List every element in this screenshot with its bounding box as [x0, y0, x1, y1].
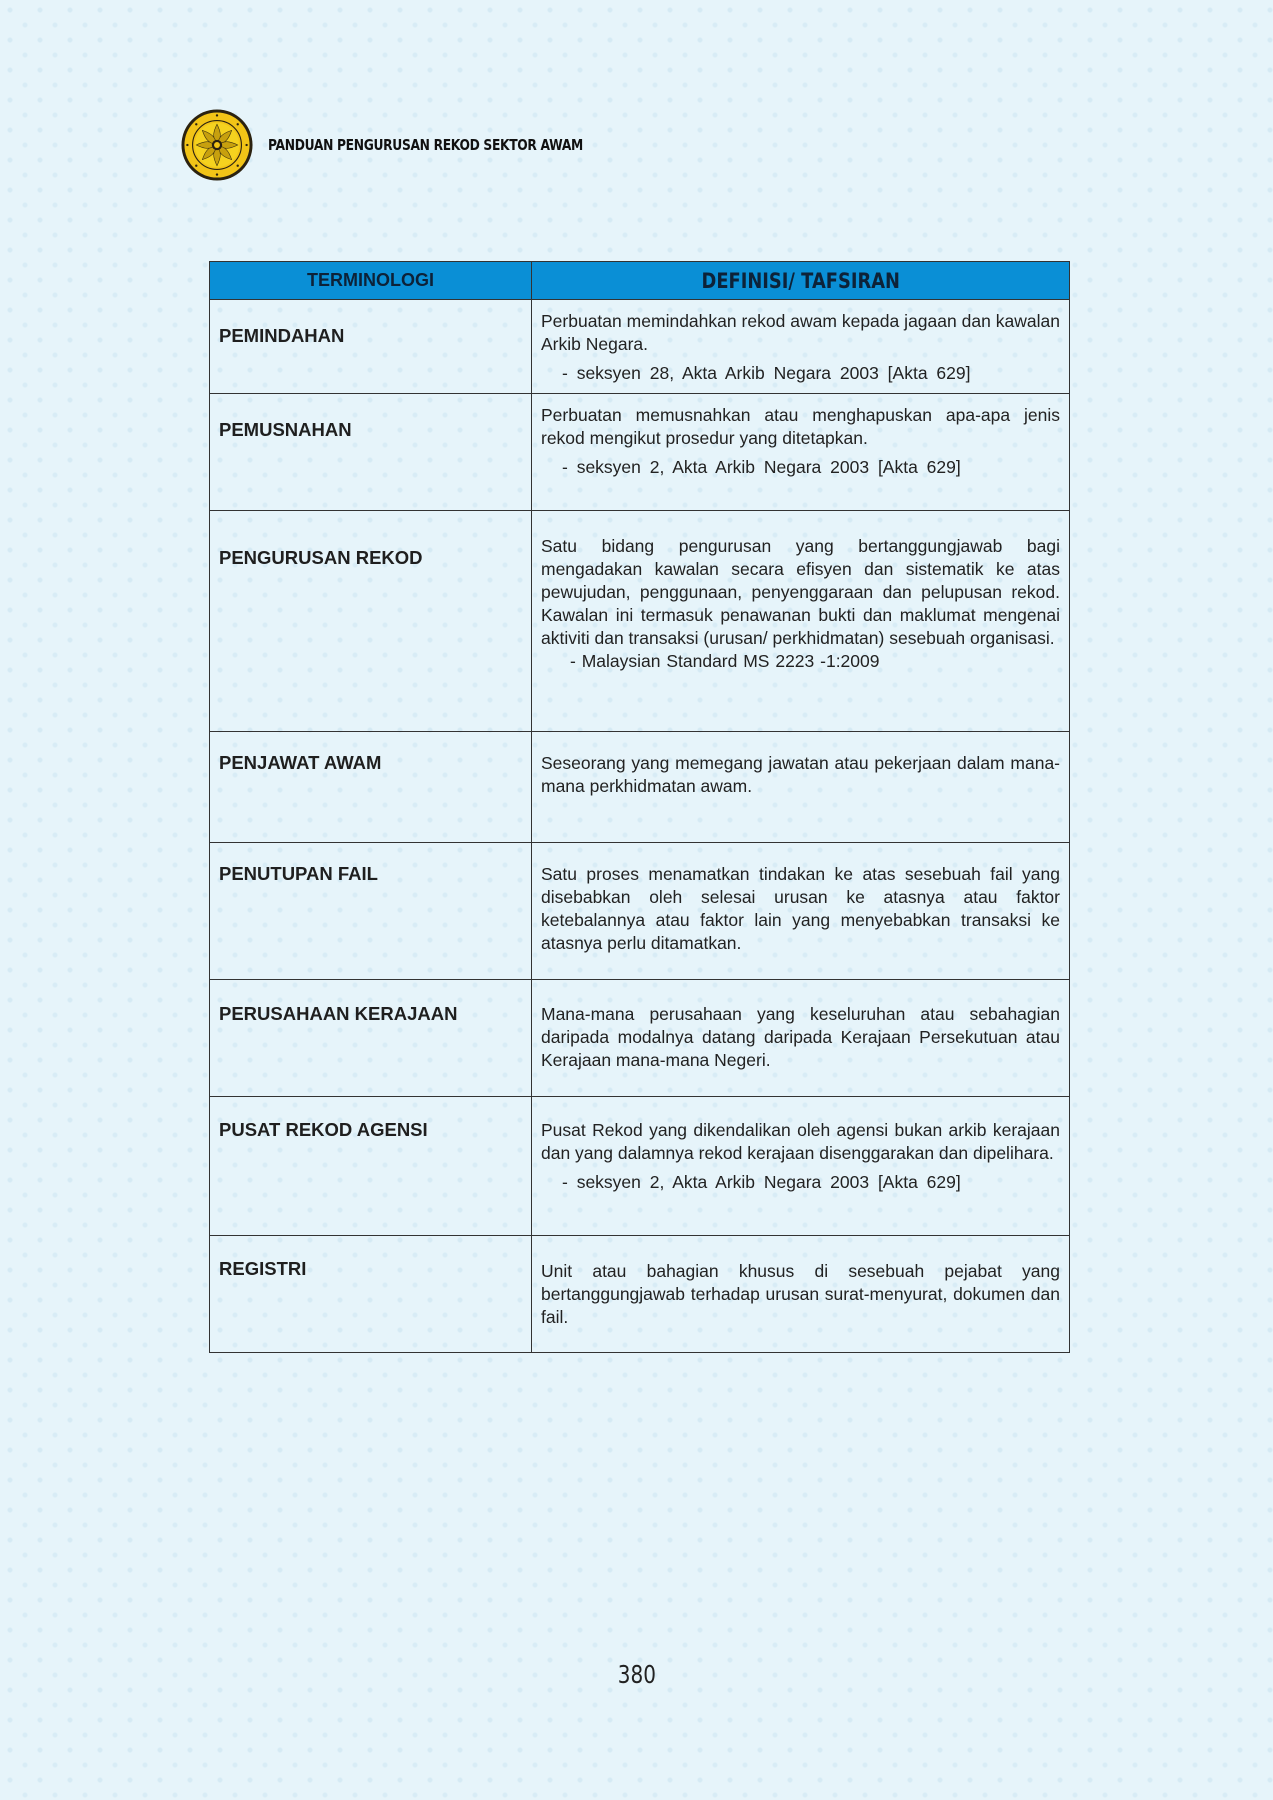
definition-text: Pusat Rekod yang dikendalikan oleh agensi bukan arkib kerajaan dan yang dalamnya rekod kerajaan disenggarakan dan dipelihara.	[541, 1120, 1060, 1163]
definition-text: Mana-mana perusahaan yang keseluruhan atau sebahagian daripada modalnya datang daripada Kerajaan Persekutuan atau Kerajaan mana-mana Negeri.	[541, 1004, 1060, 1070]
page-header	[180, 110, 652, 180]
term-cell: REGISTRI	[210, 1236, 532, 1353]
definition-text: Perbuatan memusnahkan atau menghapuskan apa-apa jenis rekod mengikut prosedur yang ditetapkan.	[541, 405, 1060, 448]
term-cell: PENGURUSAN REKOD	[210, 511, 532, 732]
definition-reference: - seksyen 2, Akta Arkib Negara 2003 [Akta 629]	[562, 457, 961, 477]
definition-cell	[532, 511, 1070, 732]
definition-reference: - seksyen 2, Akta Arkib Negara 2003 [Akta 629]	[562, 1172, 961, 1192]
table-row	[210, 843, 1070, 980]
definition-cell	[532, 394, 1070, 511]
term-cell: PUSAT REKOD AGENSI	[210, 1097, 532, 1236]
table-row	[210, 1236, 1070, 1353]
definition-cell	[532, 1097, 1070, 1236]
definition-column-header-label: DEFINISI/ TAFSIRAN	[701, 268, 900, 293]
definition-text: Satu bidang pengurusan yang bertanggungjawab bagi mengadakan kawalan secara efisyen dan sistematik ke atas pewujudan, penggunaan, penyenggaraan dan pelupusan rekod. Kawalan ini termasuk penawanan bukti dan maklumat mengenai aktiviti dan transaksi (urusan/ perkhidmatan) sesebuah organisasi.	[541, 536, 1060, 648]
definition-cell	[532, 980, 1070, 1097]
definition-cell	[532, 1236, 1070, 1353]
table-row	[210, 732, 1070, 843]
table-row	[210, 1097, 1070, 1236]
definition-text: Satu proses menamatkan tindakan ke atas sesebuah fail yang disebabkan oleh selesai urusan ke atasnya atau faktor ketebalannya atau faktor lain yang menyebabkan transaksi ke atasnya perlu ditamatkan.	[541, 864, 1060, 953]
terminology-column-header: TERMINOLOGI	[210, 262, 532, 300]
definition-cell	[532, 843, 1070, 980]
term-cell: PEMINDAHAN	[210, 300, 532, 394]
table-row	[210, 511, 1070, 732]
definition-column-header	[532, 262, 1070, 300]
table-row	[210, 394, 1070, 511]
arkib-negara-seal-icon	[180, 108, 254, 182]
definition-text: Unit atau bahagian khusus di sesebuah pejabat yang bertanggungjawab terhadap urusan surat-menyurat, dokumen dan fail.	[541, 1261, 1060, 1327]
term-cell: PERUSAHAAN KERAJAAN	[210, 980, 532, 1097]
page-number-label: 380	[617, 1660, 656, 1689]
term-cell: PEMUSNAHAN	[210, 394, 532, 511]
definition-reference: - seksyen 28, Akta Arkib Negara 2003 [Akta 629]	[562, 363, 971, 383]
table-row	[210, 300, 1070, 394]
term-cell: PENUTUPAN FAIL	[210, 843, 532, 980]
document-title: PANDUAN PENGURUSAN REKOD SEKTOR AWAM	[268, 136, 583, 154]
page-number	[0, 1660, 1273, 1689]
definition-cell	[532, 732, 1070, 843]
term-cell: PENJAWAT AWAM	[210, 732, 532, 843]
terminology-table	[209, 261, 1070, 1353]
definition-text: Seseorang yang memegang jawatan atau pekerjaan dalam mana-mana perkhidmatan awam.	[541, 753, 1060, 796]
table-header-row	[210, 262, 1070, 300]
definition-cell	[532, 300, 1070, 394]
table-row	[210, 980, 1070, 1097]
definition-reference: - Malaysian Standard MS 2223 -1:2009	[570, 651, 880, 671]
definition-text: Perbuatan memindahkan rekod awam kepada jagaan dan kawalan Arkib Negara.	[541, 311, 1060, 354]
